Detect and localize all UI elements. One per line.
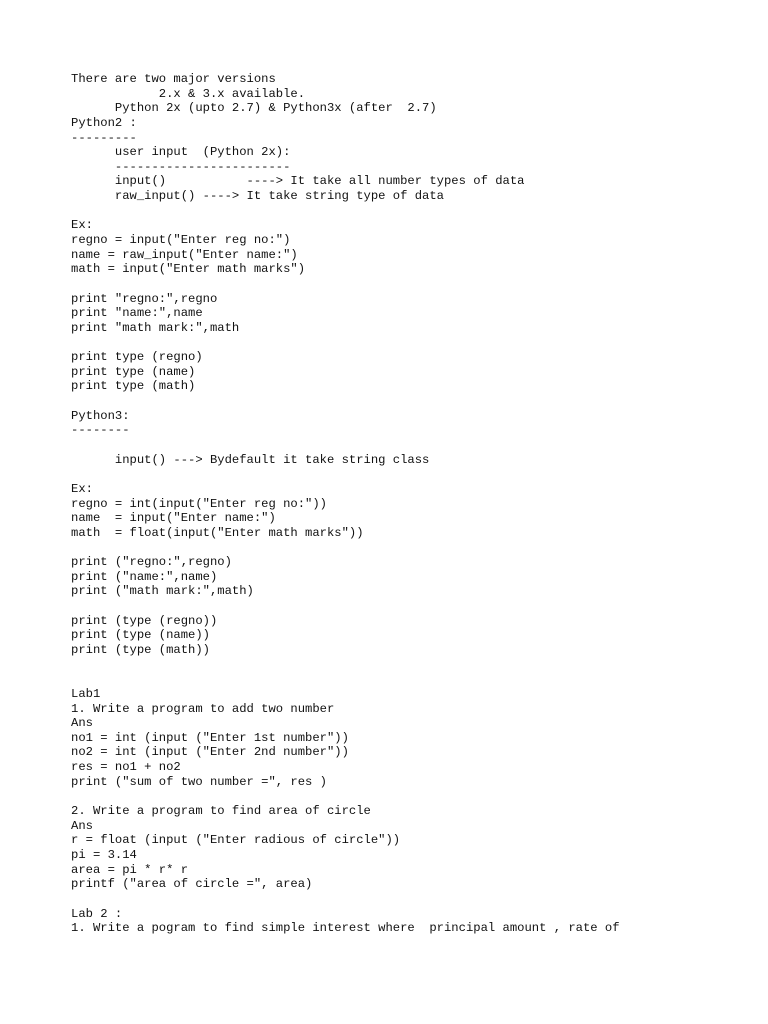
text-line: print (type (name)) bbox=[71, 628, 210, 643]
text-line: raw_input() ----> It take string type of data bbox=[71, 189, 444, 204]
text-line: Python3: bbox=[71, 408, 130, 423]
text-line: print type (math) bbox=[71, 379, 196, 394]
text-line: There are two major versions bbox=[71, 72, 276, 86]
text-line: Ex: bbox=[71, 481, 93, 496]
document-body bbox=[71, 72, 751, 936]
text-line: -------- bbox=[71, 423, 130, 438]
text-line: input() ----> It take all number types of data bbox=[71, 174, 525, 189]
text-line: print "regno:",regno bbox=[71, 291, 218, 306]
text-line: --------- bbox=[71, 130, 137, 145]
text-line: user input (Python 2x): bbox=[71, 145, 291, 160]
text-line: Ans bbox=[71, 818, 93, 833]
text-line: printf ("area of circle =", area) bbox=[71, 877, 313, 892]
text-line: area = pi * r* r bbox=[71, 862, 189, 877]
blank-line bbox=[71, 672, 751, 687]
text-line: print (type (regno)) bbox=[71, 613, 218, 628]
blank-line bbox=[71, 336, 751, 351]
text-line: no1 = int (input ("Enter 1st number")) bbox=[71, 730, 349, 745]
blank-line bbox=[71, 204, 751, 219]
text-line: math = float(input("Enter math marks")) bbox=[71, 525, 364, 540]
blank-line bbox=[71, 658, 751, 673]
blank-line bbox=[71, 277, 751, 292]
text-line: input() ---> Bydefault it take string class bbox=[71, 452, 430, 467]
blank-line bbox=[71, 541, 751, 556]
text-line: print type (regno) bbox=[71, 350, 203, 365]
text-line: Ex: bbox=[71, 218, 93, 233]
text-line: print ("name:",name) bbox=[71, 569, 218, 584]
blank-line bbox=[71, 789, 751, 804]
text-line: Lab1 bbox=[71, 686, 101, 701]
text-line: print "math mark:",math bbox=[71, 320, 240, 335]
text-line: print type (name) bbox=[71, 364, 196, 379]
blank-line bbox=[71, 599, 751, 614]
text-line: print ("regno:",regno) bbox=[71, 555, 232, 570]
text-line: 1. Write a pogram to find simple interest where principal amount , rate of bbox=[71, 921, 620, 936]
text-line: Python2 : bbox=[71, 115, 137, 130]
text-line: math = input("Enter math marks") bbox=[71, 262, 306, 277]
text-line: print ("sum of two number =", res ) bbox=[71, 774, 327, 789]
text-line: res = no1 + no2 bbox=[71, 760, 181, 775]
text-line: Python 2x (upto 2.7) & Python3x (after 2.7) bbox=[71, 101, 437, 116]
text-line: Ans bbox=[71, 716, 93, 731]
text-line: regno = int(input("Enter reg no:")) bbox=[71, 496, 327, 511]
blank-line bbox=[71, 892, 751, 907]
text-line: name = raw_input("Enter name:") bbox=[71, 247, 298, 262]
text-line: print "name:",name bbox=[71, 306, 203, 321]
text-line: pi = 3.14 bbox=[71, 847, 137, 862]
text-line: 2.x & 3.x available. bbox=[71, 86, 306, 101]
blank-line bbox=[71, 394, 751, 409]
text-line: print ("math mark:",math) bbox=[71, 584, 254, 599]
text-line: name = input("Enter name:") bbox=[71, 511, 276, 526]
text-line: 2. Write a program to find area of circle bbox=[71, 804, 371, 819]
text-line: ------------------------ bbox=[71, 159, 291, 174]
blank-line bbox=[71, 438, 751, 453]
text-line: print (type (math)) bbox=[71, 642, 210, 657]
text-line: regno = input("Enter reg no:") bbox=[71, 233, 291, 248]
text-line: r = float (input ("Enter radious of circle")) bbox=[71, 833, 401, 848]
text-line: 1. Write a program to add two number bbox=[71, 701, 335, 716]
text-line: no2 = int (input ("Enter 2nd number")) bbox=[71, 745, 349, 760]
text-line: Lab 2 : bbox=[71, 906, 123, 921]
blank-line bbox=[71, 467, 751, 482]
